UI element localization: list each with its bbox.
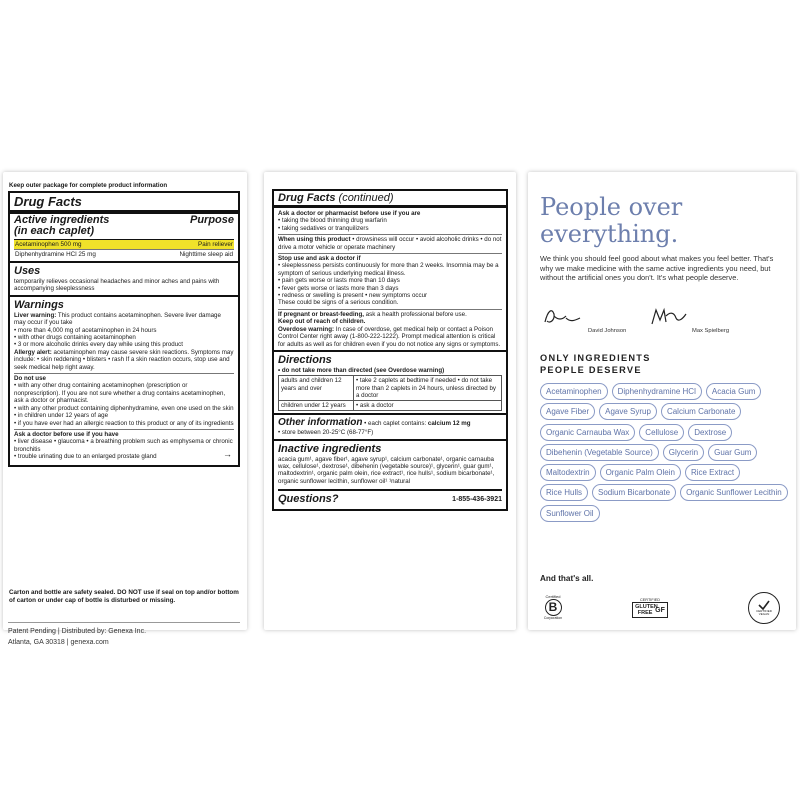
pregnancy-label: If pregnant or breast-feeding, [278,310,364,318]
liver-warning-label: Liver warning: [14,311,57,319]
when-using-body: • drowsiness will occur • avoid alcoholic drinks • do not drive a motor vehicle or operate machinery [278,236,502,251]
ingredient-chip: Agave Fiber [540,403,595,420]
directions-table [278,375,502,411]
gf-main: GLUTEN FREE [635,604,658,616]
dosage-what: • take 2 caplets at bedtime if needed • do not take more than 2 caplets in 24 hours, unless directed by a doctor [354,376,502,401]
warnings-heading: Warnings [10,295,238,312]
continued-arrow-icon: → [223,448,232,459]
vegan-label: CERTIFIED VEGAN [756,608,772,616]
ingredient-chip: Acetaminophen [540,383,608,400]
questions-row [278,489,502,505]
drug-facts-panel [3,172,247,646]
stop-use-item: • redness or swelling is present • new symptoms occur [278,292,428,300]
inactive-heading: Inactive ingredients [274,439,506,456]
stop-use-heading: Stop use and ask a doctor if [278,255,361,263]
ingredient-chip: Organic Palm Olein [600,464,681,481]
stop-use-item: • sleeplessness persists continuously for more than 2 weeks. Insomnia may be a symptom of serious underlying medical illness. [278,262,499,277]
safety-seal-note: Carton and bottle are safety sealed. DO NOT use if seal on top and/or bottom of carton or under cap of bottle is disturbed or missing. [9,589,239,604]
address-line: Atlanta, GA 30318 | genexa.com [8,639,109,646]
when-using-label: When using this product [278,236,351,244]
title-continued: (continued) [335,192,394,204]
ask-pharmacist-heading: Ask a doctor or pharmacist before use if you are [278,210,421,217]
stop-use-item: • fever gets worse or lasts more than 3 days [278,284,399,292]
keep-outer-package-note: Keep outer package for complete product information [9,182,168,189]
allergy-alert [14,349,234,371]
table-row [279,376,502,401]
liver-warning [14,312,234,327]
ask-doctor-item: • liver disease • glaucoma • a breathing problem such as emphysema or chronic bronchitis [14,438,233,453]
b-corp-icon [540,592,566,622]
keep-out-of-reach: Keep out of reach of children. [278,318,366,326]
signer-1-name: David Johnson [588,328,627,334]
ingredient-chip: Organic Carnauba Wax [540,424,635,441]
ingredient-chip: Sodium Bicarbonate [592,484,676,501]
patent-line: Patent Pending | Distributed by: Genexa Inc. [8,628,147,635]
ingredient-chip: Guar Gum [708,444,757,461]
signature-2-icon [648,306,688,332]
ingredient-chip: Rice Extract [685,464,740,481]
ingredient-chip: Diphenhydramine HCl [612,383,702,400]
uses-text: temporarily relieves occasional headaches and minor aches and pains with accompanying sleeplessness [14,278,220,293]
other-info-storage: • store between 20-25°C (68-77°F) [278,429,374,437]
gf-top: CERTIFIED [640,598,660,602]
when-using-text [278,236,502,251]
liver-item: • with other drugs containing acetaminophen [14,334,136,342]
active-ingredients-sub: (in each caplet) [14,225,95,237]
liver-item: • more than 4,000 mg of acetaminophen in 24 hours [14,326,157,334]
ingredient-chip: Dibehenin (Vegetable Source) [540,444,659,461]
pregnancy-warning [278,311,502,318]
liver-item: • 3 or more alcoholic drinks every day while using this product [14,341,183,349]
allergy-alert-text: acetaminophen may cause severe skin reactions. Symptoms may include: • skin reddening • blisters • rash If a skin reaction occurs, stop use and seek medical help right away. [14,348,234,371]
bcorp-top: Certified [545,594,561,599]
do-not-use-item: • with any other product containing diphenhydramine, even one used on the skin • in children under 12 years of age [14,404,234,420]
directions-note: • do not take more than directed (see Overdose warning) [278,366,445,374]
ingredient-row [14,249,234,259]
ingredient-chip: Agave Syrup [599,403,657,420]
drug-facts-continued-panel [264,172,516,630]
drug-facts-continued-box [272,189,508,511]
do-not-use-heading: Do not use [14,375,46,383]
drug-facts-box [8,191,240,467]
overdose-warning [278,326,502,348]
dosage-who: adults and children 12 years and over [279,376,354,401]
purpose-heading: Purpose [189,214,234,226]
signature-1-icon [542,306,582,332]
inactive-text: acacia gum¹, agave fiber¹, agave syrup¹, calcium carbonate¹, organic carnauba wax, cellulose¹, dextrose¹, dibehenin (vegetable source)¹, glycerin¹, guar gum¹, maltodextrin¹, organic palm olein, rice extract¹, rice hulls¹, sodium bicarbonate¹, organic sunflower lecithin, sunflower oil¹ ¹natural [278,455,495,485]
brand-headline: People over everything. [540,193,683,248]
stop-use-item: These could be signs of a serious condition. [278,299,399,307]
other-info-calcium: calcium 12 mg [427,420,471,428]
only-heading-line1: ONLY INGREDIENTS [540,353,651,363]
bcorp-letter: B [545,599,562,616]
ask-doctor-item: • trouble urinating due to an enlarged prostate gland [14,453,157,461]
dosage-what: • ask a doctor [354,400,502,410]
ingredient-chip: Dextrose [688,424,732,441]
ingredient-chip: Rice Hulls [540,484,588,501]
active-ingredients-heading: Active ingredients [14,214,110,226]
dosage-who: children under 12 years [279,400,354,410]
allergy-alert-label: Allergy alert: [14,348,52,356]
overdose-label: Overdose warning: [278,325,335,333]
ingredient-chip: Sunflower Oil [540,505,600,522]
active-ingredients-header [14,215,234,237]
ingredient-name: Diphenhydramine HCl 25 mg [15,251,96,258]
drug-facts-continued-title [274,191,506,208]
ingredient-purpose: Nighttime sleep aid [179,251,233,258]
questions-heading: Questions? [278,493,339,506]
do-not-use-item: • with any other drug containing acetaminophen (prescription or nonprescription). If you are not sure whether a drug contains acetaminophen, ask a doctor or pharmacist. [14,382,226,405]
directions-heading: Directions [274,350,506,367]
ask-pharmacist-item: • taking sedatives or tranquilizers [278,224,369,232]
ingredient-chip: Calcium Carbonate [661,403,741,420]
ingredient-chip: Acacia Gum [706,383,762,400]
ingredient-chip: Maltodextrin [540,464,596,481]
questions-phone: 1-855-436-3921 [452,495,502,503]
ask-pharmacist-item: • taking the blood thinning drug warfarin [278,217,387,225]
and-thats-all: And that's all. [540,574,594,583]
ingredient-row [14,239,234,249]
other-info-heading: Other information [278,417,363,429]
ingredient-chips [540,383,790,522]
bcorp-bottom: Corporation [543,616,563,620]
ingredient-name: Acetaminophen 500 mg [15,241,82,248]
overdose-text: In case of overdose, get medical help or contact a Poison Control Center right away (1-800-222-1222). Prompt medical attention is critical for adults as well as for children even if you do not notice any signs or symptoms. [278,325,501,348]
other-info-pre: • each caplet contains: [362,420,428,428]
certified-vegan-icon [748,592,780,624]
table-row [279,400,502,410]
title-main: Drug Facts [278,192,336,204]
gf-side: GF [655,606,665,614]
ingredient-chip: Cellulose [639,424,684,441]
only-ingredients-heading [540,352,651,376]
other-information [274,413,506,429]
brand-intro: We think you should feel good about what makes you feel better. That's why we make medicine with the same active ingredients you need, but without the artificial ones you don't. It's what people deserve. [540,254,774,283]
brand-panel [528,172,796,630]
do-not-use-item: • if you have ever had an allergic reaction to this product or any of its ingredients [14,419,234,427]
distributor-info [8,622,240,648]
ingredient-chip: Organic Sunflower Lecithin [680,484,788,501]
ingredient-purpose: Pain reliever [198,241,233,248]
uses-heading: Uses [10,261,238,278]
only-heading-line2: PEOPLE DESERVE [540,365,642,375]
drug-facts-title: Drug Facts [10,193,238,214]
ask-doctor-heading: Ask a doctor before use if you have [14,430,119,438]
gluten-free-icon [632,592,668,624]
stop-use-item: • pain gets worse or lasts more than 10 days [278,277,400,285]
ingredient-chip: Glycerin [663,444,704,461]
liver-warning-text: This product contains acetaminophen. Severe liver damage may occur if you take [14,311,221,327]
pregnancy-text: ask a health professional before use. [363,310,467,318]
signer-2-name: Max Spielberg [692,328,730,334]
